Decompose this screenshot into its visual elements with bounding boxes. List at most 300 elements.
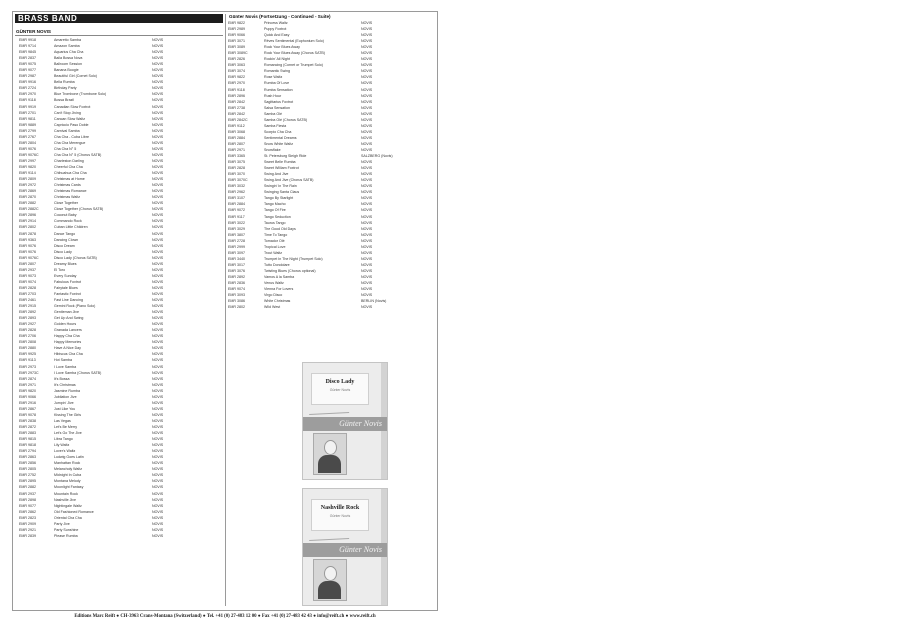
catalog-number: EMR 2842 <box>228 99 245 104</box>
publisher-name: NOVIS <box>152 152 164 157</box>
piece-title: Nightingale Waltz <box>54 503 82 508</box>
catalog-number: EMR 2808 <box>19 340 36 345</box>
publisher-name: NOVIS <box>152 62 164 67</box>
photo-body <box>318 581 341 599</box>
catalog-number: EMR 3032 <box>228 184 245 189</box>
catalog-number: EMR 2937 <box>19 491 36 496</box>
catalog-number: EMR 9076 <box>19 249 36 254</box>
piece-title: Trout Waltz <box>264 250 283 255</box>
publisher-name: NOVIS <box>361 220 373 225</box>
piece-title: Manhattan Rock <box>54 461 81 466</box>
catalog-number: EMR 2828 <box>19 328 36 333</box>
catalog-number: EMR 2893 <box>19 316 36 321</box>
section-title-bar <box>15 14 223 23</box>
photo-body <box>318 455 341 473</box>
publisher-name: NOVIS <box>152 68 164 73</box>
catalog-number: EMR 9925 <box>19 352 36 357</box>
publisher-name: NOVIS <box>361 214 373 219</box>
piece-title: Puppy Foxtrot <box>264 27 287 32</box>
publisher-name: NOVIS <box>152 400 164 405</box>
publisher-name: NOVIS <box>152 213 164 218</box>
catalog-number: EMR 2461 <box>19 298 36 303</box>
catalog-number: EMR 9118 <box>19 98 36 103</box>
catalog-number: EMR 9074 <box>19 279 36 284</box>
catalog-number: EMR 9919 <box>19 104 36 109</box>
publisher-name: NOVIS <box>152 207 164 212</box>
cover-series: Günter Novis <box>339 419 382 428</box>
publisher-name: NOVIS <box>361 111 373 116</box>
piece-title: I Love Samba (Chorus SATB) <box>54 370 102 375</box>
catalog-number: EMR 2706 <box>19 334 36 339</box>
composer-heading-continued: Günter Novis (Fortsetzung - Continued - Suite) <box>229 14 331 19</box>
publisher-name: NOVIS <box>361 274 373 279</box>
publisher-name: NOVIS <box>152 412 164 417</box>
publisher-name: NOVIS <box>361 39 373 44</box>
publisher-name: NOVIS <box>152 431 164 436</box>
piece-title: I Love Samba <box>54 364 77 369</box>
publisher-name: NOVIS <box>361 99 373 104</box>
publisher-footer: Editions Marc Reift ● CH-3963 Crans-Montana (Switzerland) ● Tel. +41 (0) 27-483 12 00 ● Fax +41 (0) 27-483 42 43 ● info@reift.ch ● www.reift.ch <box>74 614 376 619</box>
publisher-name: NOVIS <box>152 316 164 321</box>
piece-title: Get Up And Swing <box>54 316 84 321</box>
publisher-name: NOVIS <box>361 208 373 213</box>
publisher-name: NOVIS <box>361 293 373 298</box>
publisher-name: NOVIS <box>152 38 164 42</box>
piece-title: Quick And Easy <box>264 33 290 38</box>
catalog-number: EMR 9916 <box>19 80 36 85</box>
piece-title: Ludwig Goes Latin <box>54 455 84 460</box>
catalog-number: EMR 2862 <box>19 509 36 514</box>
publisher-name: NOVIS <box>152 56 164 61</box>
publisher-name: NOVIS <box>152 273 164 278</box>
piece-title: Dance Tango <box>54 231 76 236</box>
publisher-name: NOVIS <box>152 443 164 448</box>
publisher-name: NOVIS <box>361 196 373 201</box>
piece-title: Vamos A la Samba <box>264 274 295 279</box>
catalog-number: EMR 2882 <box>19 201 36 206</box>
catalog-number: EMR 3063 <box>228 63 245 68</box>
publisher-name: NOVIS <box>152 527 164 532</box>
cover-banner <box>303 543 387 557</box>
publisher-name: NOVIS <box>361 305 373 310</box>
publisher-name: NOVIS <box>152 515 164 520</box>
cover-nashville-rock <box>302 488 388 606</box>
publisher-name: NOVIS <box>361 262 373 267</box>
catalog-number: EMR 2962 <box>228 190 245 195</box>
catalog-number: EMR 2896 <box>19 213 36 218</box>
publisher-name: NOVIS <box>152 44 164 49</box>
catalog-number: EMR 3022 <box>228 220 245 225</box>
piece-title: Just Like You <box>54 406 76 411</box>
catalog-number: EMR 9073 <box>19 273 36 278</box>
piece-title: Amazon Samba <box>54 44 80 49</box>
publisher-name: NOVIS <box>361 81 373 86</box>
catalog-number: EMR 2973C <box>19 370 39 375</box>
catalog-number: EMR 2863 <box>19 455 36 460</box>
publisher-name: NOVIS <box>152 503 164 508</box>
right-column <box>228 14 435 606</box>
piece-title: Swinging Santa Claus <box>264 190 300 195</box>
catalog-page <box>12 11 438 611</box>
cover-disco-lady <box>302 362 388 480</box>
catalog-number: EMR 3807 <box>228 232 245 237</box>
piece-title: Aquarius Cha Cha <box>54 50 84 55</box>
catalog-number: EMR 3070C <box>228 178 248 183</box>
publisher-name: NOVIS <box>152 86 164 91</box>
publisher-name: NOVIS <box>361 226 373 231</box>
catalog-number: EMR 9076 <box>19 243 36 248</box>
piece-title: Canadian Slow Foxtrot <box>54 104 91 109</box>
publisher-name: NOVIS <box>152 322 164 327</box>
cover-signature <box>309 532 349 541</box>
piece-title: Romantic Swing <box>264 69 290 74</box>
left-entry-list <box>15 37 223 539</box>
catalog-number: EMR 2989 <box>228 27 245 32</box>
left-column <box>15 14 223 606</box>
catalog-number: EMR 9815 <box>19 437 36 442</box>
publisher-name: NOVIS <box>152 352 164 357</box>
catalog-number: EMR 2916 <box>19 400 36 405</box>
catalog-number: EMR 2842C <box>228 117 248 122</box>
piece-title: Baila Bossa Nova <box>54 56 83 61</box>
publisher-name: NOVIS <box>152 521 164 526</box>
publisher-name: NOVIS <box>152 370 164 375</box>
cover-subtitle: Günter Novis <box>329 388 351 392</box>
cover-subtitle: Günter Novis <box>329 514 351 518</box>
publisher-name: NOVIS <box>152 485 164 490</box>
piece-title: Tango Seduction <box>264 214 291 219</box>
piece-title: White Christmas <box>264 299 291 304</box>
publisher-name: NOVIS <box>361 129 373 134</box>
catalog-number: EMR 2914 <box>19 219 36 224</box>
piece-title: Party Jive <box>54 521 70 526</box>
piece-title: Vienna For Lovers <box>264 287 294 292</box>
piece-title: Midnight In Cuba <box>54 473 82 478</box>
publisher-name: NOVIS <box>152 195 164 200</box>
publisher-name: NOVIS <box>152 310 164 315</box>
catalog-number: EMR 9811 <box>19 116 36 121</box>
piece-title: St. Petersburg Sleigh Ride <box>264 154 307 159</box>
catalog-number: EMR 2880 <box>19 346 36 351</box>
publisher-name: NOVIS <box>361 69 373 74</box>
catalog-number: EMR 2807 <box>19 261 36 266</box>
publisher-name: NOVIS <box>152 255 164 260</box>
catalog-number: EMR 2870 <box>19 195 36 200</box>
catalog-number: EMR 2987 <box>19 74 36 79</box>
piece-title: Old Fashioned Romance <box>54 509 94 514</box>
piece-title: Close Together (Chorus SATB) <box>54 207 104 212</box>
piece-title: Lily Waltz <box>54 443 70 448</box>
piece-title: Rêves Sentimental (Euphonium Solo) <box>264 39 324 44</box>
piece-title: Amaretto Samba <box>54 38 81 42</box>
piece-title: Fabulous Foxtrot <box>54 279 81 284</box>
publisher-name: NOVIS <box>152 171 164 176</box>
catalog-number: EMR 2971 <box>228 147 245 152</box>
piece-title: Kissing The Girls <box>54 412 82 417</box>
section-title: BRASS BAND <box>18 14 78 23</box>
publisher-name: NOVIS <box>361 57 373 62</box>
piece-title: Cheerful Cha Cha <box>54 164 83 169</box>
publisher-name: NOVIS <box>152 104 164 109</box>
piece-title: Have A Nice Day <box>54 346 81 351</box>
piece-title: Party Sunshine <box>54 527 79 532</box>
catalog-number: EMR 2826 <box>228 57 245 62</box>
catalog-number: EMR 2802 <box>228 305 245 310</box>
piece-title: Happy Cha Cha <box>54 334 80 339</box>
catalog-number: EMR 2972 <box>19 183 36 188</box>
catalog-number: EMR 9117 <box>228 214 245 219</box>
publisher-name: NOVIS <box>361 190 373 195</box>
piece-title: Coconut Baby <box>54 213 77 218</box>
photo-face <box>324 440 337 455</box>
piece-title: Tango Of Fire <box>264 208 286 213</box>
publisher-name: NOVIS <box>152 74 164 79</box>
piece-title: Tropical Love <box>264 244 286 249</box>
publisher-name: NOVIS <box>152 298 164 303</box>
piece-title: Banana Boogie <box>54 68 79 73</box>
catalog-number: EMR 9077 <box>19 68 36 73</box>
piece-title: Cancan Slow Waltz <box>54 116 86 121</box>
piece-title: Libra Tango <box>54 437 73 442</box>
piece-title: Please Rumba <box>54 533 78 538</box>
catalog-number: EMR 9845 <box>19 50 36 55</box>
catalog-number: EMR 9363 <box>19 237 36 242</box>
publisher-name: NOVIS <box>152 455 164 460</box>
piece-title: Disco Lady (Chorus SATB) <box>54 255 97 260</box>
catalog-number: EMR 2937 <box>19 267 36 272</box>
catalog-number: EMR 2767 <box>19 134 36 139</box>
cover-title: Disco Lady <box>325 379 355 385</box>
piece-title: Fantastic Foxtrot <box>54 291 81 296</box>
publisher-name: NOVIS <box>152 92 164 97</box>
publisher-name: NOVIS <box>152 158 164 163</box>
publisher-name: NOVIS <box>361 166 373 171</box>
piece-title: Cuban Little Children <box>54 225 88 230</box>
catalog-number: EMR 2839 <box>19 533 36 538</box>
publisher-name: NOVIS <box>152 418 164 423</box>
catalog-number: EMR 2973 <box>19 364 36 369</box>
publisher-name: NOVIS <box>152 533 164 538</box>
piece-title: Rockin' All Night <box>264 57 290 62</box>
catalog-number: EMR 2804 <box>19 140 36 145</box>
publisher-name: NOVIS <box>152 491 164 496</box>
piece-title: Tutto Dondolare <box>264 262 290 267</box>
publisher-name: NOVIS <box>152 461 164 466</box>
catalog-number: EMR 2728 <box>228 238 245 243</box>
piece-title: Swing And Jive (Chorus SATB) <box>264 178 314 183</box>
publisher-name: NOVIS <box>152 116 164 121</box>
catalog-number: EMR 2999 <box>228 244 245 249</box>
catalog-number: EMR 2970 <box>19 92 36 97</box>
piece-title: Sweet William Foxtrot <box>264 166 299 171</box>
catalog-number: EMR 3093 <box>228 293 245 298</box>
catalog-number: EMR 2882 <box>19 485 36 490</box>
piece-title: Sweet Belle Rumba <box>264 160 296 165</box>
piece-title: Las Vegas <box>54 418 71 423</box>
publisher-name: NOVIS <box>361 172 373 177</box>
publisher-name: NOVIS <box>152 328 164 333</box>
publisher-name: NOVIS <box>152 110 164 115</box>
piece-title: Jubilation Jive <box>54 394 77 399</box>
catalog-number: EMR 9113 <box>19 358 36 363</box>
publisher-name: NOVIS <box>152 425 164 429</box>
piece-title: Mountain Rock <box>54 491 78 496</box>
catalog-number: EMR 2869 <box>19 189 36 194</box>
piece-title: Disco Lady <box>54 249 72 254</box>
piece-title: Montana Melody <box>54 479 81 484</box>
catalog-number: EMR 2823 <box>19 515 36 520</box>
catalog-number: EMR 2838 <box>19 418 36 423</box>
piece-title: Let's Go The Jive <box>54 431 82 436</box>
piece-title: Tango Macho <box>264 202 286 207</box>
piece-title: Melancholy Waltz <box>54 467 83 472</box>
publisher-name: NOVIS <box>152 146 164 151</box>
publisher-name: NOVIS <box>152 237 164 242</box>
publisher-name: NOVIS <box>152 304 164 309</box>
catalog-number: EMR 2701 <box>19 110 36 115</box>
publisher-name: NOVIS <box>152 279 164 284</box>
column-divider <box>225 14 226 606</box>
catalog-number: EMR 2867 <box>19 406 36 411</box>
publisher-name: NOVIS <box>361 93 373 98</box>
catalog-number: EMR 2703 <box>19 291 36 296</box>
catalog-number: EMR 2802 <box>19 225 36 230</box>
catalog-number: EMR 9066 <box>228 33 245 38</box>
catalog-number: EMR 3075 <box>228 160 245 165</box>
cover-signature <box>309 406 349 415</box>
catalog-number: EMR 3071 <box>228 39 245 44</box>
publisher-name: NOVIS <box>152 388 164 393</box>
catalog-number: EMR 2724 <box>19 86 36 91</box>
piece-title: Fast Line Dancing <box>54 298 83 303</box>
piece-title: Tango By Starlight <box>264 196 294 201</box>
composer-photo <box>313 559 347 601</box>
piece-title: It's Bossa <box>54 376 70 381</box>
piece-title: Gemini Rock (Piano Solo) <box>54 304 96 309</box>
piece-title: Virgo Disco <box>264 293 283 298</box>
piece-title: Rock Your Blues Away (Chorus SATB) <box>264 51 325 56</box>
piece-title: Jasmine Rumba <box>54 388 80 393</box>
catalog-number: EMR 3017 <box>228 262 245 267</box>
piece-title: Bossa Brazil <box>54 98 74 103</box>
catalog-number: EMR 9918 <box>19 38 36 42</box>
piece-title: Chihuahua Cha Cha <box>54 171 87 176</box>
catalog-number: EMR 9822 <box>228 75 245 80</box>
publisher-name: NOVIS <box>152 243 164 248</box>
publisher-name: NOVIS <box>152 509 164 514</box>
publisher-name: NOVIS <box>361 147 373 152</box>
catalog-number: EMR 3074 <box>228 69 245 74</box>
catalog-number: EMR 9076 <box>19 146 36 151</box>
piece-title: Cha Cha Merengue <box>54 140 86 145</box>
catalog-number: EMR 2842 <box>228 111 245 116</box>
catalog-number: EMR 2794 <box>19 449 36 454</box>
publisher-name: NOVIS <box>152 285 164 290</box>
right-entry-list <box>228 20 435 310</box>
publisher-name: SALZBERG (Novis) <box>361 154 393 159</box>
publisher-name: NOVIS <box>152 376 164 381</box>
catalog-number: EMR 2799 <box>19 128 36 133</box>
catalog-number: EMR 2971 <box>19 382 36 387</box>
publisher-name: NOVIS <box>152 473 164 478</box>
cover-title-box <box>311 373 369 405</box>
catalog-number: EMR 3097 <box>228 250 245 255</box>
catalog-number: EMR 2809 <box>19 177 36 182</box>
publisher-name: NOVIS <box>152 140 164 145</box>
piece-title: Lover's Waltz <box>54 449 76 454</box>
piece-title: Samba Fiesta <box>264 123 287 128</box>
publisher-name: NOVIS <box>361 256 373 261</box>
piece-title: Christmas Romance <box>54 189 87 194</box>
publisher-name: NOVIS <box>361 287 373 292</box>
publisher-name: NOVIS <box>361 33 373 38</box>
catalog-number: EMR 9072 <box>228 208 245 213</box>
piece-title: Dreamy Blues <box>54 261 77 266</box>
catalog-entry <box>15 533 223 539</box>
publisher-name: NOVIS <box>152 497 164 502</box>
piece-title: Christmas Waltz <box>54 195 81 200</box>
piece-title: Venus Waltz <box>264 281 284 286</box>
piece-title: Blue Trombone (Trombone Solo) <box>54 92 107 97</box>
piece-title: Disco Dream <box>54 243 75 248</box>
piece-title: Oriental Cha Cha <box>54 515 82 520</box>
publisher-name: NOVIS <box>152 467 164 472</box>
cover-banner <box>303 417 387 431</box>
catalog-number: EMR 2898 <box>19 497 36 502</box>
catalog-number: EMR 9118 <box>228 87 245 92</box>
piece-title: Sagittarius Foxtrot <box>264 99 294 104</box>
piece-title: Princess Waltz <box>264 21 288 25</box>
piece-title: El Toro <box>54 267 66 272</box>
publisher-name: NOVIS <box>152 479 164 484</box>
catalog-number: EMR 2970 <box>228 81 245 86</box>
catalog-number: EMR 2856 <box>19 461 36 466</box>
catalog-number: EMR 2807 <box>228 141 245 146</box>
catalog-number: EMR 9818 <box>19 443 36 448</box>
catalog-number: EMR 9889 <box>19 122 36 127</box>
catalog-number: EMR 9112 <box>228 123 245 128</box>
piece-title: Salsa Sensation <box>264 105 290 110</box>
publisher-name: NOVIS <box>152 449 164 454</box>
publisher-name: NOVIS <box>361 250 373 255</box>
catalog-number: EMR 3107 <box>228 196 245 201</box>
piece-title: Happy Memories <box>54 340 82 345</box>
catalog-number: EMR 2828 <box>228 166 245 171</box>
catalog-number: EMR 2896 <box>228 93 245 98</box>
piece-title: Snowflake <box>264 147 281 152</box>
catalog-number: EMR 2921 <box>19 527 36 532</box>
publisher-name: NOVIS <box>361 63 373 68</box>
piece-title: Commando Rock <box>54 219 82 224</box>
publisher-name: NOVIS <box>361 117 373 122</box>
piece-title: Carnival Samba <box>54 128 80 133</box>
piece-title: Tomador Olé <box>264 238 285 243</box>
piece-title: The Good Old Days <box>264 226 296 231</box>
cover-series: Günter Novis <box>339 545 382 554</box>
piece-title: Cha Cha - Cuba Libre <box>54 134 89 139</box>
catalog-number: EMR 3365 <box>228 154 245 159</box>
catalog-number: EMR 3440 <box>228 256 245 261</box>
catalog-number: EMR 2805 <box>19 467 36 472</box>
piece-title: Can't Stop Jiving <box>54 110 81 115</box>
piece-title: Jumpin' Jive <box>54 400 74 405</box>
publisher-name: NOVIS <box>361 45 373 50</box>
catalog-number: EMR 2882C <box>19 207 39 212</box>
publisher-name: NOVIS <box>152 382 164 387</box>
publisher-name: NOVIS <box>152 80 164 85</box>
cover-title: Nashville Rock <box>320 505 360 511</box>
piece-title: Hot Samba <box>54 358 72 363</box>
